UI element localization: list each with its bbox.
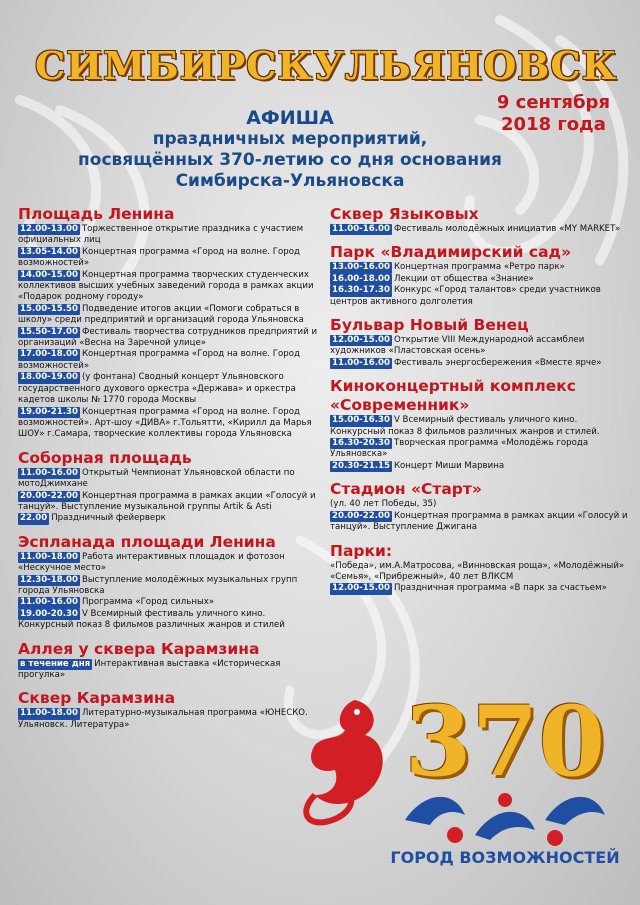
venue-title: Площадь Ленина	[18, 205, 175, 223]
city-name-right: УЛЬЯНОВСК	[312, 42, 618, 88]
venue-title: Сквер Карамзина	[18, 689, 176, 708]
time-badge: 16.30-17.30	[332, 285, 390, 296]
event-description: Концертная программа «Ретро парк»	[393, 262, 565, 273]
event-description: Фестиваль молодёжных инициатив «MY MARKET»	[393, 224, 621, 234]
event-description: Праздничная программа «В парк за счастьем»	[393, 583, 607, 594]
left-column	[18, 205, 323, 739]
time-badge: 12.30-18.00	[20, 574, 78, 585]
time-badge: 12.00-15.00	[332, 583, 390, 594]
time-badge: 16.30-20.30	[332, 438, 390, 449]
venue-address: «Победа», им.А.Матросова, «Винновская роща», «Молодёжный» «Семья», «Прибрежный», 40 лет ВЛКСМ	[330, 560, 625, 582]
time-badge: 14.00-15.00	[20, 269, 78, 280]
time-badge: 20.00-22.00	[332, 510, 390, 521]
schedule-entry	[18, 552, 323, 575]
venue-section	[18, 533, 323, 632]
event-description: Выступление молодёжных музыкальных групп города Ульяновска	[18, 574, 298, 596]
schedule-entry	[330, 511, 630, 534]
event-description: Фестиваль энергосбережения «Вместе ярче»	[393, 357, 602, 368]
poster-title-line: посвящённых 370-летию со дня основания	[78, 150, 502, 170]
time-badge: 17.00-18.00	[20, 349, 78, 360]
event-description: Концертная программа «Город на волне. Город возможностей»	[18, 246, 300, 269]
venue-title: Стадион «Старт»	[330, 480, 482, 499]
schedule-entry	[18, 349, 323, 372]
time-badge: 16.00-18.00	[332, 273, 390, 284]
venue-section	[330, 316, 630, 369]
venue-section	[330, 542, 630, 595]
time-badge: 11.00-16.00	[332, 224, 390, 234]
event-description: Творческая программа «Молодёжь города Ульяновска»	[330, 438, 589, 460]
event-description: Программа «Город сильных»	[81, 597, 215, 608]
schedule-entry	[18, 659, 323, 682]
time-badge: 19.00-21.30	[20, 406, 78, 417]
venue-address: (ул. 40 лет Победы, 35)	[330, 499, 437, 510]
event-date-day: 9 сентября	[496, 92, 610, 113]
event-description: Лекции от общества «Знание»	[393, 273, 534, 284]
schedule-entry	[330, 461, 630, 472]
venue-section	[330, 377, 630, 472]
venue-title: Парки:	[330, 541, 393, 560]
schedule-entry	[18, 609, 323, 632]
time-badge: 11.00-16.00	[20, 597, 78, 608]
time-badge: 11.00-18.00	[20, 708, 78, 719]
time-badge: в течение дня	[20, 658, 91, 669]
schedule-entry	[18, 304, 323, 327]
event-description: Концертная программа «Город на волне. Город возможностей». Арт-шоу «ДИВА» г.Тольятти, «Кирилл да Марья ШОУ» г.Самара, творческие коллективы города Ульяновска	[18, 406, 312, 440]
schedule-entry	[18, 270, 323, 304]
time-badge: 15.00-16.30	[332, 415, 390, 426]
time-badge: 11.00-16.00	[20, 467, 78, 478]
event-description: Концерт Миши Марвина	[393, 460, 505, 471]
anniversary-slogan: ГОРОД ВОЗМОЖНОСТЕЙ	[390, 848, 620, 867]
event-description: Работа интерактивных площадок и фотозон «Нескучное место»	[18, 551, 285, 574]
schedule-entry	[330, 358, 630, 369]
schedule-entry	[18, 407, 323, 441]
schedule-entry	[330, 224, 630, 235]
event-description: Открытие VIII Международной ассамблеи художников «Пластовская осень»	[330, 335, 585, 357]
schedule-entry	[18, 513, 323, 524]
event-description: Концертная программа творческих студенческих коллективов высших учебных заведений города в рамках акции «Подарок родному городу»	[18, 269, 314, 303]
event-description: Открытый Чемпионат Ульяновской области по мотоДжимхане	[18, 467, 295, 490]
event-description: Литературно-музыкальная программа «ЮНЕСКО. Ульяновск. Литература»	[18, 708, 308, 730]
schedule-entry	[18, 491, 323, 514]
time-badge: 20.00-22.00	[20, 490, 78, 501]
venue-title: Киноконцертный комплекс «Современник»	[330, 377, 576, 415]
schedule-entry	[330, 262, 630, 273]
event-description: V Всемирный фестиваль уличного кино. Конкурсный показ 8 фильмов различных жанров и стилей	[18, 608, 285, 631]
time-badge: 20.30-21.15	[332, 460, 390, 471]
venue-section	[330, 480, 630, 533]
schedule-entry	[18, 224, 323, 247]
schedule-entry	[18, 597, 323, 608]
schedule-entry	[330, 583, 630, 594]
event-description: Подведение итогов акции «Помоги собраться в школу» среди предприятий и организаций города Ульяновска	[18, 303, 304, 326]
schedule-entry	[18, 708, 323, 731]
time-badge: 22.00	[20, 513, 48, 524]
event-date-year: 2018 года	[501, 114, 606, 135]
right-column	[330, 205, 630, 603]
schedule-entry	[18, 327, 323, 350]
venue-section	[18, 449, 323, 525]
time-badge: 18.00-19.00	[20, 372, 78, 383]
event-description: Торжественное открытие праздника с участием официальных лиц	[18, 224, 304, 246]
schedule-entry	[330, 438, 630, 461]
anniversary-logo	[380, 680, 630, 890]
header-banner	[35, 40, 618, 90]
schedule-entry	[330, 415, 630, 438]
time-badge: 11.00-18.00	[20, 551, 78, 562]
schedule-entry	[18, 372, 323, 406]
poster-title-line: Симбирска-Ульяновска	[175, 171, 405, 191]
event-description: Интерактивная выставка «Историческая прогулка»	[18, 658, 281, 680]
time-badge: 12.00-13.00	[20, 224, 78, 234]
venue-title: Бульвар Новый Венец	[330, 316, 529, 335]
venue-section	[330, 243, 630, 308]
event-description: V Всемирный фестиваль уличного кино. Конкурсный показ 8 фильмов различных жанров и стилей.	[330, 415, 600, 437]
poster-title-heading: АФИША	[246, 107, 334, 129]
time-badge: 13.00-16.00	[332, 262, 390, 273]
event-description: Концертная программа «Город на волне. Город возможностей»	[18, 349, 300, 371]
city-name-left: СИМБИРСК	[35, 42, 313, 88]
schedule-entry	[18, 247, 323, 270]
event-description: Конкурс «Город талантов» среди участников центров активного долголетия	[330, 285, 601, 307]
venue-title: Эспланада площади Ленина	[18, 532, 276, 551]
event-description: Фестиваль творчества сотрудников предприятий и организаций «Весна на Заречной улице»	[18, 326, 318, 349]
schedule-entry	[330, 274, 630, 285]
poster-title-line: праздничных мероприятий,	[152, 129, 428, 149]
anniversary-number: 370	[404, 685, 606, 798]
venue-section	[330, 205, 630, 235]
time-badge: 15.50-17.00	[20, 326, 78, 337]
time-badge: 13.05-14.00	[20, 246, 78, 257]
event-description: Праздничный фейерверк	[51, 513, 166, 524]
event-description: (у фонтана) Сводный концерт Ульяновского государственного духового оркестра «Держава» и оркестра кадетов школы № 1770 города Москвы	[18, 372, 296, 406]
venue-title: Соборная площадь	[18, 448, 192, 467]
venue-title: Парк «Владимирский сад»	[330, 243, 572, 262]
venue-section	[18, 205, 323, 441]
schedule-entry	[330, 285, 630, 308]
schedule-entry	[330, 335, 630, 358]
event-description: Концертная программа в рамках акции «Голосуй и танцуй». Выступление музыкальной группы Artik & Asti	[18, 490, 316, 512]
schedule-entry	[18, 468, 323, 491]
time-badge: 19.00-20.30	[20, 608, 78, 619]
time-badge: 12.00-15.00	[332, 335, 390, 346]
schedule-entry	[18, 575, 323, 598]
time-badge: 11.00-16.00	[332, 357, 390, 368]
time-badge: 15.00-15.50	[20, 303, 78, 314]
event-description: Концертная программа в рамках акции «Голосуй и танцуй». Выступление Джигана	[330, 510, 628, 533]
venue-section	[18, 689, 323, 731]
poster-title	[60, 108, 520, 192]
venue-title: Сквер Языковых	[330, 205, 479, 223]
venue-title: Аллея у сквера Карамзина	[18, 639, 260, 658]
venue-section	[18, 640, 323, 682]
